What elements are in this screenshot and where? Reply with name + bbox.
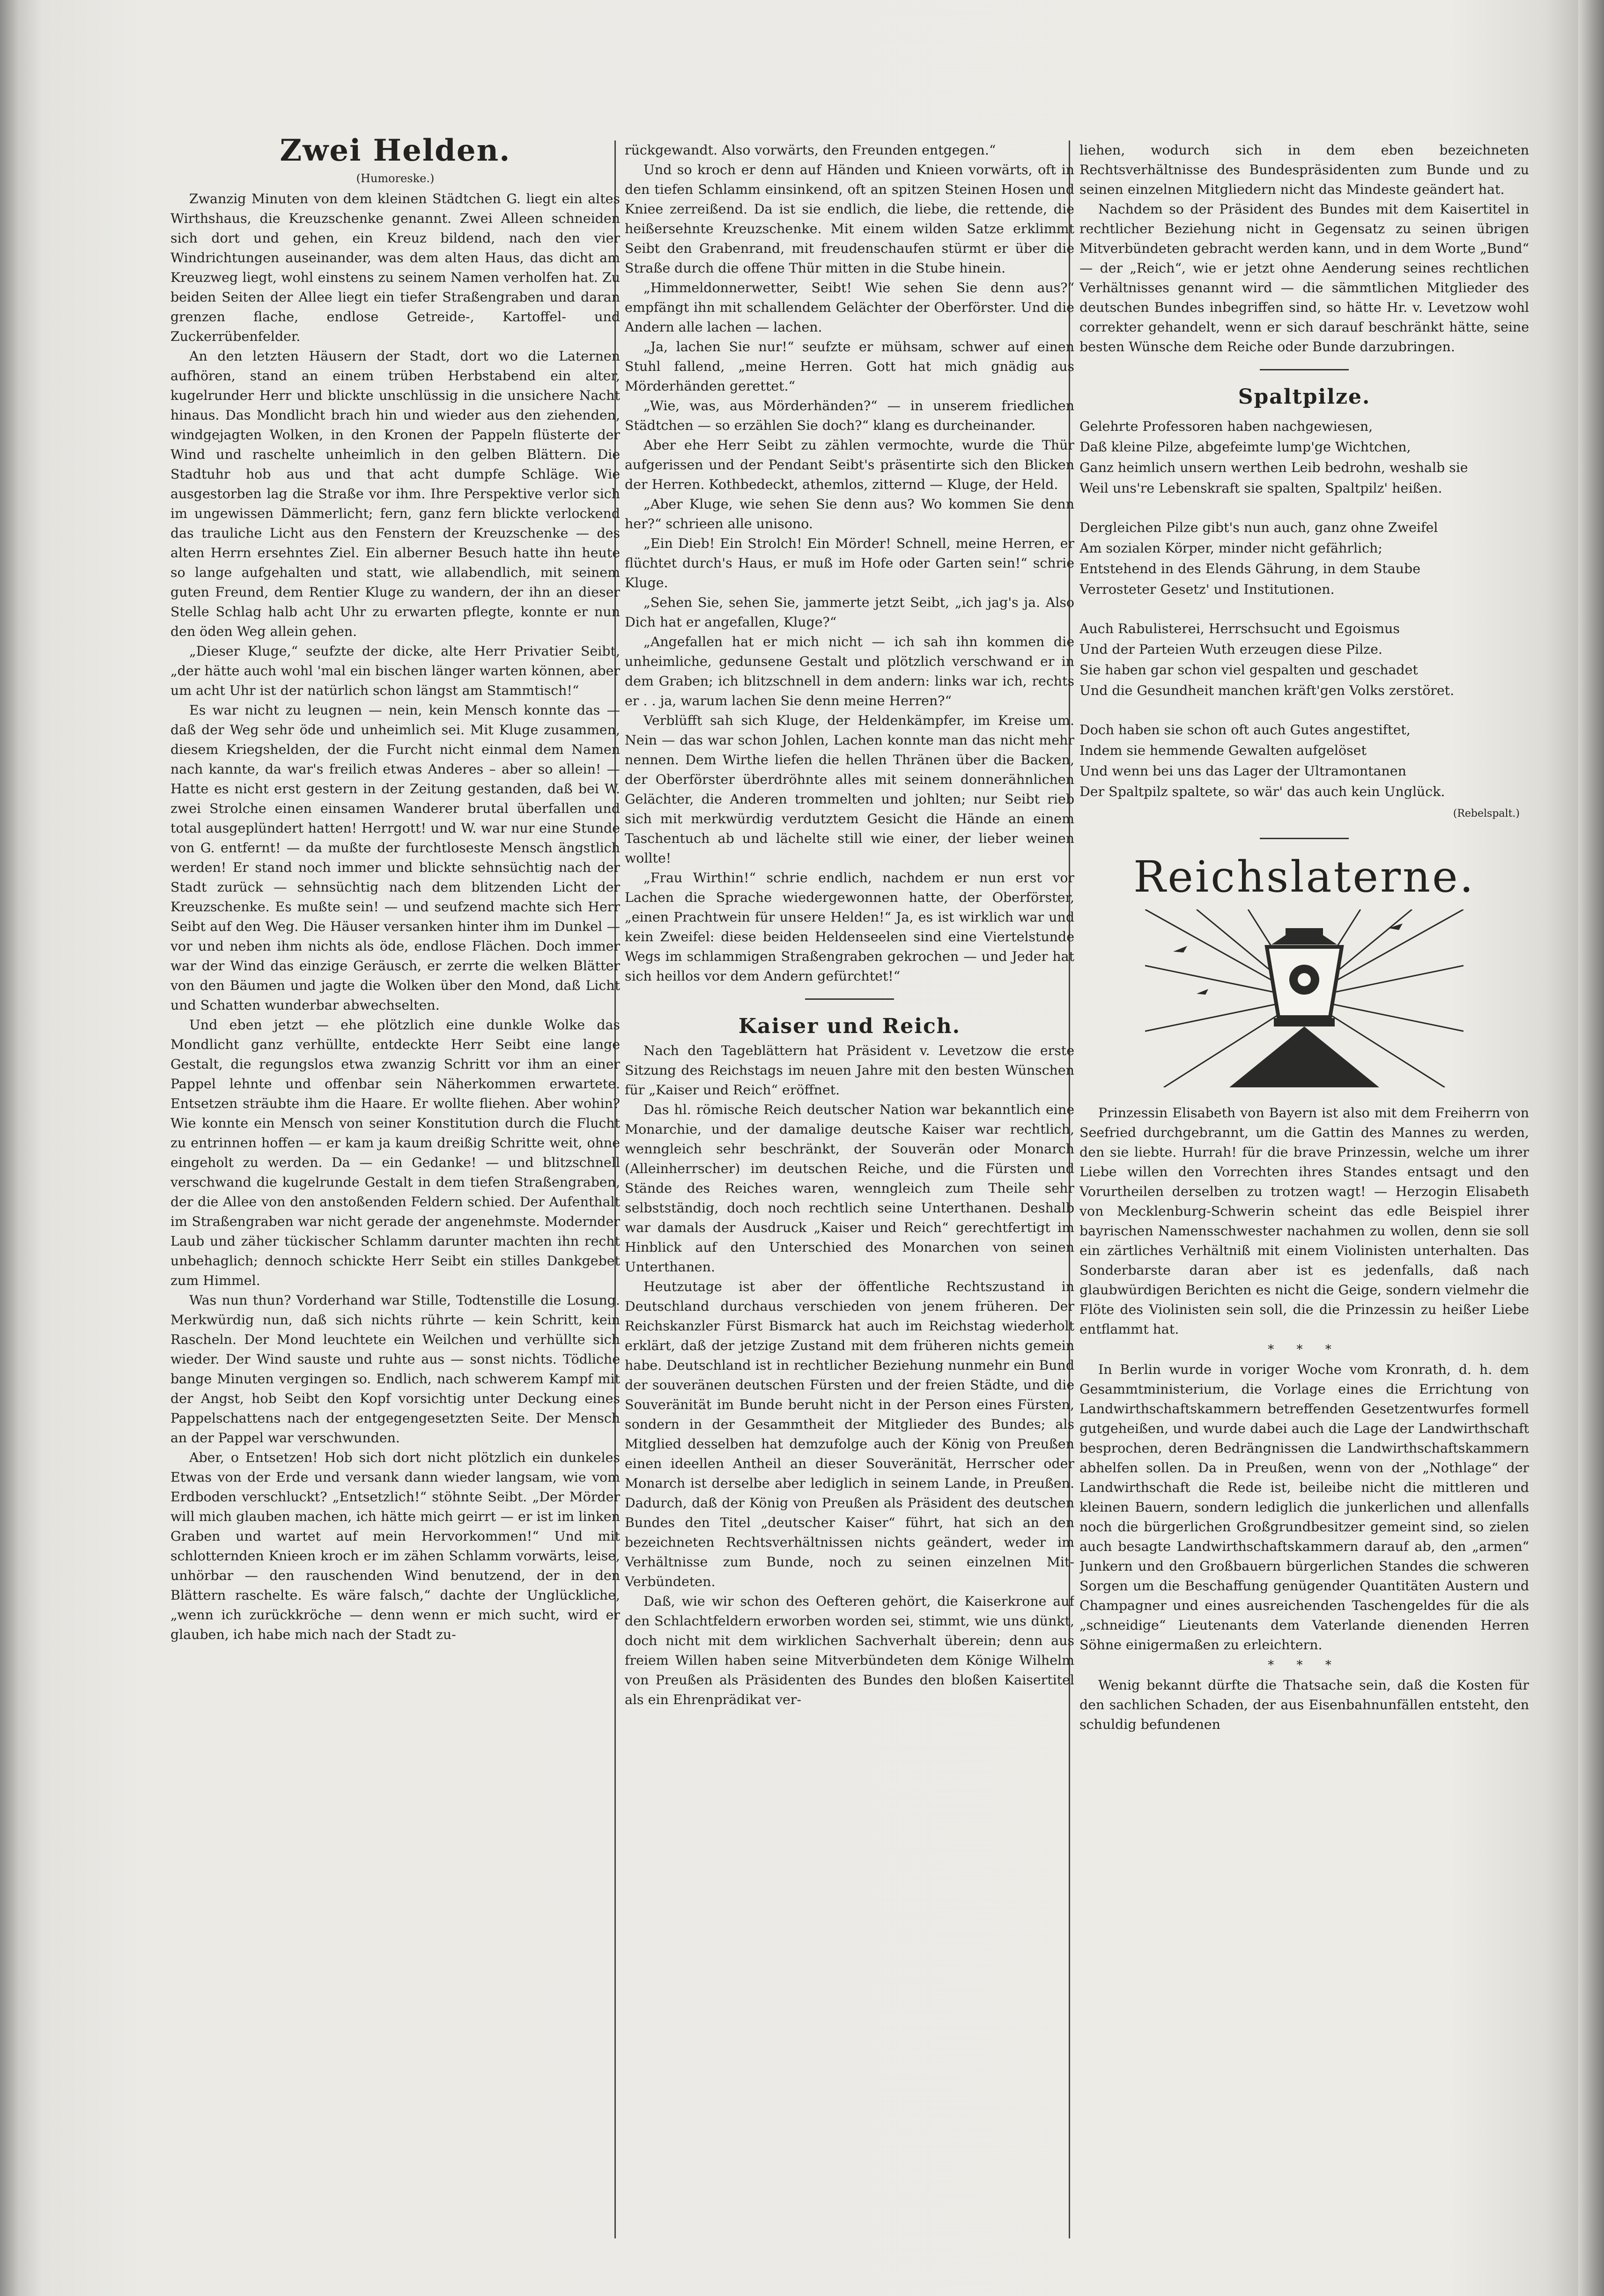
column-left (170, 131, 620, 2248)
poem-stanza (1079, 416, 1529, 499)
paragraph: „Angefallen hat er mich nicht — ich sah ihn kommen die unheimliche, gedunsene Gestalt und plötzlich verschwand er in dem Graben; ich blitzschnell in dem andern: links war ich, rechts er . . ja, warum lachen Sie denn meine Herren?“ (625, 634, 1074, 709)
paragraph: rückgewandt. Also vorwärts, den Freunden entgegen.“ (625, 142, 996, 158)
poem-line: Sie haben gar schon viel gespalten und geschadet (1079, 662, 1418, 678)
paragraph: Und so kroch er denn auf Händen und Knieen vorwärts, oft in den tiefen Schlamm einsinkend, oft an spitzen Steinen Hosen und Kniee zerreißend. Da ist sie endlich, die liebe, die rettende, die heißersehnte Kreuzschenke. Mit einem wilden Satze erklimmt Seibt den Grabenrand, mit freudenschaufen stürmt er über die Straße durch die offene Thür mitten in die Stube hinein. (625, 162, 1074, 276)
article-subtitle: (Humoreske.) (356, 172, 435, 185)
poem-line: Und der Parteien Wuth erzeugen diese Pilze. (1079, 642, 1382, 657)
paragraph: Das hl. römische Reich deutscher Nation war bekanntlich eine Monarchie, und der damalige deutsche Kaiser war rechtlich, wenngleich sehr beschränkt, der Souverän oder Monarch (Alleinherrscher) im deutschen Reiche, und die Fürsten und Stände des Reiches waren, wenngleich zum Theile sehr selbstständig, doch noch rechtlich seine Unterthanen. Deshalb war damals der Ausdruck „Kaiser und Reich“ gerechtfertigt im Hinblick auf den Unterschied des Monarchen von seinen Unterthanen. (625, 1102, 1074, 1275)
paragraph: „Wie, was, aus Mörderhänden?“ — in unserem friedlichen Städtchen — so erzählen Sie doch?“ klang es durcheinander. (625, 398, 1074, 433)
page-edge (1578, 0, 1604, 2296)
article-title: Zwei Helden. (280, 133, 511, 168)
paragraph: Prinzessin Elisabeth von Bayern ist also mit dem Freiherrn von Seefried durchgebrannt, um die Gattin des Mannes zu werden, den sie liebte. Hurrah! für die brave Prinzessin, welche um ihrer Liebe willen den Vorrechten ihres Standes entsagt und den Vorurtheilen derselben zu trotzen wagt! — Herzogin Elisabeth von Mecklenburg-Schwerin scheint das edle Beispiel ihrer bayrischen Namensschwester nachahmen zu wollen, denn sie soll ein zärtliches Verhältniß mit einem Violinisten unterhalten. Das Sonderbarste daran aber ist es jedenfalls, daß nach glaubwürdigen Berichten es nicht die Geige, sondern vielmehr die Flöte des Violinisten sein soll, die die Prinzessin zu heißer Liebe entflammt hat. (1079, 1105, 1529, 1337)
poem-stanza (1079, 720, 1529, 802)
paragraph: Aber, o Entsetzen! Hob sich dort nicht plötzlich ein dunkeles Etwas von der Erde und versank dann wieder langsam, wie vom Erdboden verschluckt? „Entsetzlich!“ stöhnte Seibt. „Der Mörder will mich glauben machen, ich hätte mich geirrt — er ist im linken Graben und wartet auf mein Hervorkommen!“ Und mit schlotternden Knieen kroch er im zähen Schlamm vorwärts, leise, unhörbar — den rauschenden Wind benutzend, der in den Blättern raschelte. Es wäre falsch,“ dachte der Unglückliche, „wenn ich zurückkröche — denn wenn er mich sucht, wird er glauben, ich habe mich nach der Stadt zu- (170, 1450, 620, 1642)
poem-line: Weil uns're Lebenskraft sie spalten, Spaltpilz' heißen. (1079, 480, 1442, 496)
poem-line: Und wenn bei uns das Lager der Ultramontanen (1079, 763, 1406, 779)
paragraph: Wenig bekannt dürfte die Thatsache sein, daß die Kosten für den sachlichen Schaden, der aus Eisenbahnunfällen entsteht, den schuldig befundenen (1079, 1677, 1529, 1732)
paragraph: Daß, wie wir schon des Oefteren gehört, die Kaiserkrone auf den Schlachtfeldern erworben worden sei, stimmt, wie uns dünkt, doch nicht mit dem wirklichen Sachverhalt überein; denn aus freiem Willen haben seine Mitverbündeten dem Könige Wilhelm von Preußen als Präsidenten des Bundes den bloßen Kaisertitel als ein Ehrenprädikat ver- (625, 1594, 1074, 1707)
paragraph: „Aber Kluge, wie sehen Sie denn aus? Wo kommen Sie denn her?“ schrieen alle unisono. (625, 496, 1074, 532)
poem-line: Gelehrte Professoren haben nachgewiesen, (1079, 419, 1373, 434)
poem-stanza (1079, 517, 1529, 600)
section-divider (1260, 369, 1349, 370)
poem-line: Doch haben sie schon oft auch Gutes angestiftet, (1079, 722, 1411, 738)
paragraph: „Ein Dieb! Ein Strolch! Ein Mörder! Schnell, meine Herren, er flüchtet durch's Haus, er muß im Hofe oder Garten sein!“ schrie Kluge. (625, 536, 1074, 591)
section-divider (805, 998, 894, 1000)
paragraph: „Frau Wirthin!“ schrie endlich, nachdem er nun erst vor Lachen die Sprache wiedergewonnen hatte, der Oberförster, „einen Prachtwein für unsere Helden!“ Ja, es ist wirklich war und kein Zweifel: diese beiden Heldenseelen sind eine Viertelstunde Wegs im schlammigen Straßengraben gekrochen — und Jeder hat sich heillos vor dem Andern gefürchtet!“ (625, 870, 1074, 984)
paragraph: Aber ehe Herr Seibt zu zählen vermochte, wurde die Thür aufgerissen und der Pendant Seibt's präsentirte sich den Blicken der Herren. Kothbedeckt, athemlos, zitternd — Kluge, der Held. (625, 437, 1074, 492)
separator-stars: * * * (1268, 1343, 1341, 1357)
section-divider (1260, 838, 1349, 839)
paragraph: Verblüfft sah sich Kluge, der Heldenkämpfer, im Kreise um. Nein — das war schon Johlen, Lachen konnte man das nicht mehr nennen. Dem Wirthe liefen die hellen Thränen über die Backen, der Oberförster überdröhnte alles mit seinem donnerähnlichen Gelächter, die Anderen trommelten und johlten; nur Seibt rieb sich mit merkwürdig verdutztem Gesicht die Hände an einem Taschentuch ab und lächelte still wie einer, der lieber weinen wollte! (625, 713, 1074, 866)
paragraph: Nachdem so der Präsident des Bundes mit dem Kaisertitel in rechtlicher Beziehung nicht in Gegensatz zu seinen übrigen Mitverbündeten gebracht werden kann, und in dem Worte „Bund“ — der „Reich“, wie er jetzt ohne Aenderung seines rechtlichen Verhältnisses genannt wird — die sämmtlichen Mitglieder des deutschen Bundes inbegriffen sind, so hätte Hr. v. Levetzow wohl correkter gehandelt, wenn er sich darauf beschränkt hätte, seine besten Wünsche dem Reiche oder Bunde darzubringen. (1079, 201, 1529, 354)
paragraph: Es war nicht zu leugnen — nein, kein Mensch konnte das — daß der Weg sehr öde und unheimlich sei. Mit Kluge zusammen, diesem Kriegshelden, der die Furcht nicht einmal dem Namen nach kannte, da war's freilich etwas Anderes – aber so allein! — Hatte es nicht erst gestern in der Zeitung gestanden, daß bei W. zwei Strolche einen einsamen Wanderer brutal überfallen und total ausgeplündert hatten! Herrgott! und W. war nur eine Stunde von G. entfernt! — da mußte der furchtloseste Mensch ängstlich werden! Er stand noch immer und blickte sehnsüchtig nach der Stadt zurück — sehnsüchtig nach dem blitzenden Licht der Kreuzschenke. Es mußte sein! — und seufzend machte sich Herr Seibt auf den Weg. Die Häuser versanken hinter ihm im Dunkel — vor und neben ihm nichts als öde, endlose Flächen. Doch immer war der Wind das einzige Geräusch, er zerrte die welken Blätter von den Bäumen und jagte die Wolken über den Mond, daß Licht und Schatten wunderbar abwechselten. (170, 702, 620, 1013)
poem-line: Dergleichen Pilze gibt's nun auch, ganz ohne Zweifel (1079, 520, 1438, 535)
poem-line: Daß kleine Pilze, abgefeimte lump'ge Wichtchen, (1079, 439, 1411, 455)
paragraph: Zwanzig Minuten von dem kleinen Städtchen G. liegt ein altes Wirthshaus, die Kreuzschenke genannt. Zwei Alleen schneiden sich dort und gehen, ein Kreuz bildend, nach den vier Windrichtungen auseinander, was dem alten Haus, das dicht am Kreuzweg liegt, wohl einstens zu seinem Namen verholfen hat. Zu beiden Seiten der Allee liegt ein tiefer Straßengraben und daran grenzen flache, endlose Getreide-, Kartoffel- und Zuckerrübenfelder. (170, 191, 620, 344)
poem-stanza (1079, 619, 1529, 701)
poem-title: Spaltpilze. (1238, 385, 1371, 409)
paragraph: „Ja, lachen Sie nur!“ seufzte er mühsam, schwer auf einen Stuhl fallend, „meine Herren. Gott hat mich gnädig aus Mörderhänden gerettet.“ (625, 339, 1074, 394)
column-right (1079, 140, 1529, 2257)
paragraph: Nach den Tageblättern hat Präsident v. Levetzow die erste Sitzung des Reichstags im neuen Jahre mit den besten Wünschen für „Kaiser und Reich“ eröffnet. (625, 1043, 1074, 1098)
section-title: Reichslaterne. (1133, 852, 1475, 902)
paragraph: Und eben jetzt — ehe plötzlich eine dunkle Wolke das Mondlicht ganz verhüllte, entdeckte Herr Seibt eine lange Gestalt, die regungslos etwa zwanzig Schritt vor ihm an einer Pappel lehnte und offenbar sein Näherkommen erwartete. Entsetzen sträubte ihm die Haare. Er wollte fliehen. Aber wohin? Wie konnte ein Mensch von seiner Konstitution durch die Flucht zu entrinnen hoffen — er kam ja kaum dreißig Schritte weit, ohne eingeholt zu werden. Da — ein Gedanke! — und blitzschnell verschwand die kugelrunde Gestalt in dem tiefen Straßengraben, der die Allee von den anstoßenden Feldern schied. Der Aufenthalt im Straßengraben war nicht gerade der angenehmste. Modernder Laub und zäher tückischer Schlamm darunter machten ihn recht unbehaglich; dennoch schickte Herr Seibt ein stilles Dankgebet zum Himmel. (170, 1017, 620, 1288)
poem-line: Auch Rabulisterei, Herrschsucht und Egoismus (1079, 621, 1400, 636)
paragraph: „Dieser Kluge,“ seufzte der dicke, alte Herr Privatier Seibt, „der hätte auch wohl 'mal ein bischen länger warten können, aber um acht Uhr ist der natürlich schon längst am Stammtisch!“ (170, 643, 620, 698)
paragraph: An den letzten Häusern der Stadt, dort wo die Laternen aufhören, stand an einem trüben Herbstabend ein alter, kugelrunder Herr und blickte unschlüssig in die unsichere Nacht hinaus. Das Mondlicht brach hin und wieder aus den ziehenden, windgejagten Wolken, in den Kronen der Pappeln flüsterte der Wind und raschelte unheimlich in den gelben Blättern. Die Stadtuhr hob aus und that acht dumpfe Schläge. Wie ausgestorben lag die Straße vor ihm. Ihre Perspektive verlor sich im ungewissen Dämmerlicht; fern, ganz fern blickte verlockend das trauliche Licht aus den Fenstern der Kreuzschenke — des alten Herrn ersehntes Ziel. Ein alberner Besuch hatte ihn heute so lange aufgehalten und statt, wie allabendlich, mit seinem guten Freund, dem Rentier Kluge zu wandern, der ihn an dieser Stelle Schlag halb acht Uhr zu erwarten pflegte, konnte er nun den öden Weg allein gehen. (170, 348, 620, 639)
poem-line: Und die Gesundheit manchen kräft'gen Volks zerstöret. (1079, 683, 1455, 698)
poem-signature: (Rebelspalt.) (1453, 808, 1520, 819)
lantern-icon (1145, 909, 1464, 1087)
paragraph: „Himmeldonnerwetter, Seibt! Wie sehen Sie denn aus?“ empfängt ihn mit schallendem Gelächter der Oberförster. Und die Andern alle lachen — lachen. (625, 280, 1074, 335)
poem-line: Am sozialen Körper, minder nicht gefährlich; (1079, 540, 1382, 556)
separator-stars: * * * (1268, 1658, 1341, 1672)
paragraph: „Sehen Sie, sehen Sie, jammerte jetzt Seibt, „ich jag's ja. Also Dich hat er angefallen, Kluge?“ (625, 595, 1074, 630)
article-title: Kaiser und Reich. (738, 1014, 961, 1038)
poem-line: Ganz heimlich unsern werthen Leib bedrohn, weshalb sie (1079, 460, 1468, 475)
paragraph: Heutzutage ist aber der öffentliche Rechtszustand in Deutschland durchaus verschieden von jenem früheren. Der Reichskanzler Fürst Bismarck hat auch im Reichstag wiederholt erklärt, daß der jetzige Zustand mit dem früheren nichts gemein habe. Deutschland ist in rechtlicher Beziehung nunmehr ein Bund der souveränen deutschen Fürsten und der freien Städte, und die Souveränität im Bunde beruht nicht in der Person eines Fürsten, sondern in der Gesammtheit der Mitglieder des Bundes; als Mitglied desselben hat demzufolge auch der König von Preußen einen ideellen Antheil an dieser Souveränität, Herrscher oder Monarch ist derselbe aber lediglich in seinem Lande, in Preußen. Dadurch, daß der König von Preußen als Präsident des deutschen Bundes den Titel „deutscher Kaiser“ führt, hat sich an den bezeichneten Rechtsverhältnissen nichts geändert, weder im Verhältnisse zum Bunde, noch zu seinen einzelnen Mit-Verbündeten. (625, 1279, 1074, 1589)
poem-line: Entstehend in des Elends Gährung, in dem Staube (1079, 561, 1420, 576)
paragraph: liehen, wodurch sich in dem eben bezeichneten Rechtsverhältnisse des Bundespräsidenten zum Bunde und zu seinen einzelnen Mitgliedern nicht das Mindeste geändert hat. (1079, 142, 1529, 197)
column-middle (625, 140, 1074, 2257)
poem-line: Indem sie hemmende Gewalten aufgelöset (1079, 743, 1367, 758)
poem-line: Verrosteter Gesetz' und Institutionen. (1079, 582, 1335, 597)
paragraph: Was nun thun? Vorderhand war Stille, Todtenstille die Losung. Merkwürdig nun, daß sich nichts rührte — kein Schritt, kein Rascheln. Der Mond leuchtete ein Weilchen und verhüllte sich wieder. Der Wind sauste und ruhte aus — sonst nichts. Tödliche bange Minuten vergingen so. Endlich, nach schwerem Kampf mit der Angst, hob Seibt den Kopf vorsichtig unter Deckung eines Pappelschattens nach der entgegengesetzten Seite. Der Mensch an der Pappel war verschwunden. (170, 1292, 620, 1446)
poem (1079, 416, 1529, 802)
paragraph: In Berlin wurde in voriger Woche vom Kronrath, d. h. dem Gesammtministerium, die Vorlage eines die Errichtung von Landwirthschaftskammern betreffenden Gesetzentwurfes formell gutgeheißen, und wurde dabei auch die Lage der Landwirthschaft besprochen, deren Bedrängnissen die Landwirthschaftskammern abhelfen sollen. Da in Preußen, wenn von der „Nothlage“ der Landwirthschaft die Rede ist, beileibe nicht die mittleren und kleinen Bauern, sondern lediglich die junkerlichen und allenfalls noch die bürgerlichen Großgrundbesitzer gemeint sind, so zielen auch besagte Landwirthschaftskammern darauf ab, den „armen“ Junkern und den Großbauern bürgerlichen Standes die schweren Sorgen um die Beschaffung genügender Quantitäten Austern und Champagner und eines ausreichenden Taschengeldes für die als „schneidige“ Lieutenants dem Vaterlande dienenden Herren Söhne einigermaßen zu erleichtern. (1079, 1362, 1529, 1653)
poem-line: Der Spaltpilz spaltete, so wär' das auch kein Unglück. (1079, 784, 1445, 799)
